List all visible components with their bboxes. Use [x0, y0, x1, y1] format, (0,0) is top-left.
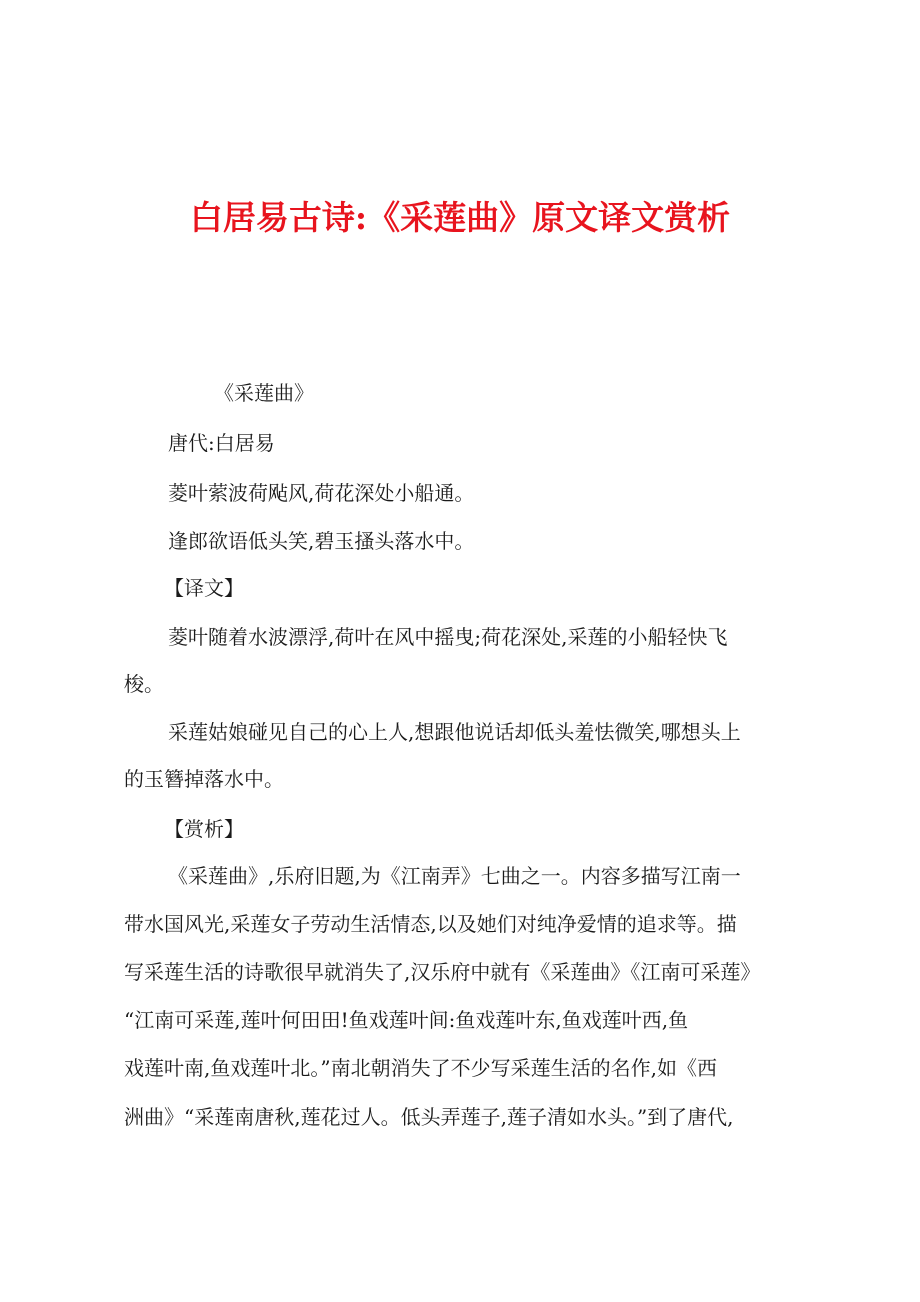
- dynasty-author: 唐代:白居易: [168, 431, 275, 455]
- appreciation-line: 《采莲曲》,乐府旧题,为《江南弄》七曲之一。内容多描写江南一: [168, 864, 741, 888]
- poem-line-1: 菱叶萦波荷飐风,荷花深处小船通。: [168, 481, 475, 505]
- translation-paragraph-1-line-1: 菱叶随着水波漂浮,荷叶在风中摇曳;荷花深处,采莲的小船轻快飞: [168, 625, 728, 649]
- appreciation-line: 带水国风光,采莲女子劳动生活情态,以及她们对纯净爱情的追求等。描: [124, 912, 737, 936]
- poem-title: 《采莲曲》: [214, 381, 314, 405]
- translation-paragraph-1-line-2: 梭。: [124, 672, 164, 696]
- translation-paragraph-2-line-2: 的玉簪掉落水中。: [124, 767, 284, 791]
- appreciation-heading: 【赏析】: [164, 817, 244, 841]
- document-title: 白居易古诗:《采莲曲》原文译文赏析: [189, 198, 731, 237]
- translation-heading: 【译文】: [164, 576, 244, 600]
- appreciation-line: 戏莲叶南,鱼戏莲叶北。”南北朝消失了不少写采莲生活的名作,如《西: [124, 1056, 717, 1080]
- appreciation-line: 写采莲生活的诗歌很早就消失了,汉乐府中就有《采莲曲》《江南可采莲》: [124, 960, 761, 984]
- poem-line-2: 逢郎欲语低头笑,碧玉搔头落水中。: [168, 529, 475, 553]
- appreciation-line: 洲曲》“采莲南唐秋,莲花过人。低头弄莲子,莲子清如水头。”到了唐代,: [124, 1105, 734, 1129]
- appreciation-line: “江南可采莲,莲叶何田田!鱼戏莲叶间:鱼戏莲叶东,鱼戏莲叶西,鱼: [124, 1008, 689, 1032]
- translation-paragraph-2-line-1: 采莲姑娘碰见自己的心上人,想跟他说话却低头羞怯微笑,哪想头上: [168, 720, 741, 744]
